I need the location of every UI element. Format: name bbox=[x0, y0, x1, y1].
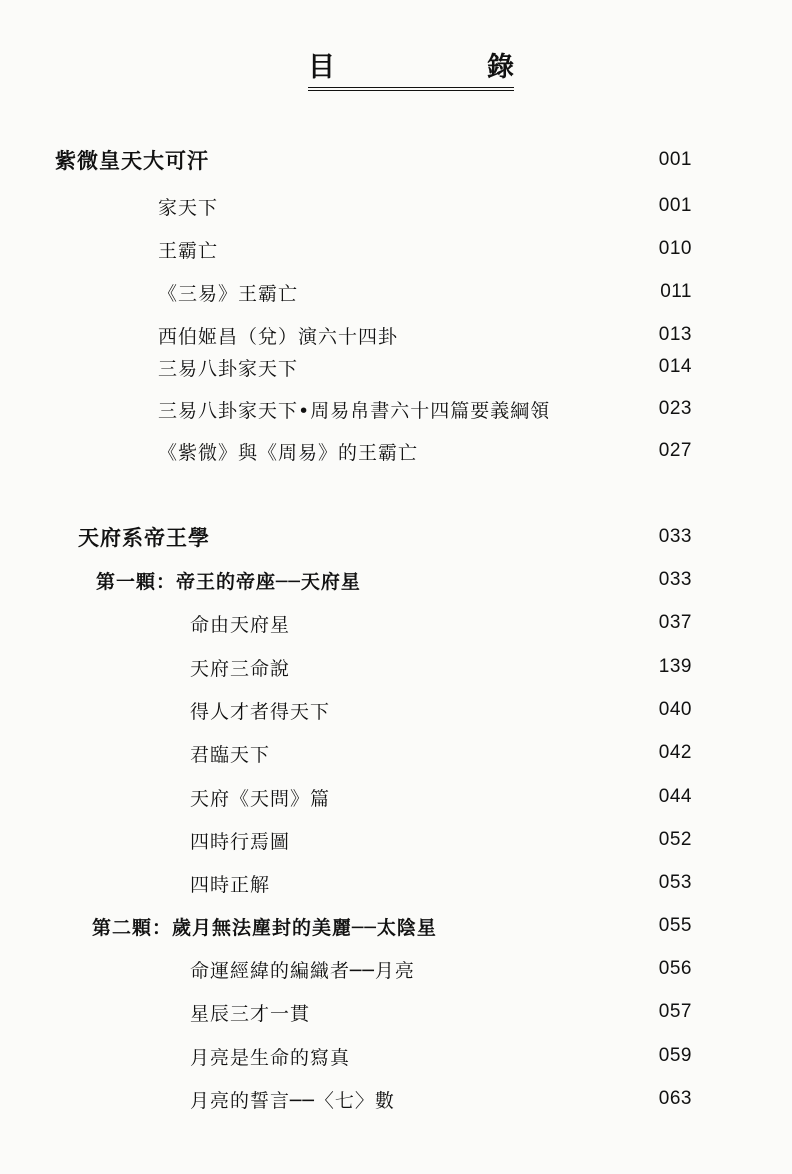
toc-entry-label: 得人才者得天下 bbox=[190, 700, 331, 723]
toc-entry-label: 第一顆：帝王的帝座──天府星 bbox=[96, 570, 361, 593]
toc-entry-page: 027 bbox=[658, 440, 692, 461]
dot-leader bbox=[554, 394, 655, 424]
title-char-left: 目 bbox=[308, 52, 335, 83]
toc-entry-page: 013 bbox=[658, 324, 692, 345]
toc-entry bbox=[92, 911, 692, 941]
toc-entry-label: 星辰三才一貫 bbox=[190, 1002, 311, 1025]
dot-leader bbox=[274, 738, 655, 768]
toc-entry-page: 010 bbox=[658, 238, 692, 259]
toc-entry bbox=[190, 997, 692, 1027]
toc-entry-page: 001 bbox=[658, 195, 692, 216]
toc-entry bbox=[190, 608, 692, 638]
toc-entry-page: 037 bbox=[658, 612, 692, 633]
dot-leader bbox=[302, 352, 655, 382]
dot-leader bbox=[213, 145, 655, 175]
toc-entry-label: 四時正解 bbox=[190, 873, 271, 896]
title-char-right: 錄 bbox=[487, 52, 514, 83]
toc-entry bbox=[78, 522, 692, 552]
dot-leader bbox=[365, 565, 655, 595]
dot-leader bbox=[222, 234, 655, 264]
dot-leader bbox=[334, 782, 655, 812]
toc-entry-page: 033 bbox=[658, 569, 692, 590]
toc-entry-label: 西伯姬昌（兌）演六十四卦 bbox=[158, 325, 399, 348]
toc-entry-page: 042 bbox=[658, 742, 692, 763]
toc-entry bbox=[55, 145, 692, 175]
page-title bbox=[308, 52, 514, 91]
toc-entry bbox=[96, 565, 692, 595]
toc-entry bbox=[190, 1084, 692, 1114]
toc-entry-label: 月亮是生命的寫真 bbox=[190, 1046, 351, 1069]
toc-entry-label: 王霸亡 bbox=[158, 239, 219, 262]
dot-leader bbox=[314, 997, 655, 1027]
toc-entry bbox=[190, 738, 692, 768]
toc-entry-label: 紫微皇天大可汗 bbox=[55, 148, 209, 173]
toc-entry-label: 第二顆：歲月無法塵封的美麗──太陰星 bbox=[92, 916, 437, 939]
toc-entry-page: 056 bbox=[658, 958, 692, 979]
dot-leader bbox=[294, 825, 655, 855]
toc-entry bbox=[190, 695, 692, 725]
toc-entry-label: 命運經緯的編織者──月亮 bbox=[190, 959, 415, 982]
toc-entry-label: 天府《天問》篇 bbox=[190, 787, 331, 810]
toc-entry-page: 040 bbox=[658, 699, 692, 720]
toc-entry-page: 059 bbox=[658, 1045, 692, 1066]
toc-entry bbox=[158, 394, 692, 424]
toc-entry bbox=[190, 782, 692, 812]
toc-entry-page: 057 bbox=[658, 1001, 692, 1022]
toc-entry-page: 014 bbox=[658, 356, 692, 377]
toc-entry-page: 055 bbox=[658, 915, 692, 936]
toc-entry-page: 139 bbox=[658, 656, 692, 677]
dot-leader bbox=[334, 695, 655, 725]
dot-leader bbox=[402, 320, 655, 350]
toc-entry-page: 063 bbox=[658, 1088, 692, 1109]
toc-entry-label: 命由天府星 bbox=[190, 613, 291, 636]
dot-leader bbox=[419, 954, 655, 984]
toc-entry-label: 月亮的誓言──〈七〉數 bbox=[190, 1089, 395, 1112]
dot-leader bbox=[274, 868, 655, 898]
dot-leader bbox=[294, 652, 655, 682]
dot-leader bbox=[302, 277, 656, 307]
toc-entry-label: 天府三命說 bbox=[190, 657, 291, 680]
dot-leader bbox=[294, 608, 655, 638]
toc-entry-label: 家天下 bbox=[158, 196, 219, 219]
toc-entry-label: 三易八卦家天下•周易帛書六十四篇要義綱領 bbox=[158, 399, 551, 422]
toc-entry bbox=[190, 652, 692, 682]
toc-entry-page: 033 bbox=[658, 526, 692, 547]
toc-entry bbox=[158, 234, 692, 264]
toc-entry-page: 023 bbox=[658, 398, 692, 419]
toc-entry-page: 044 bbox=[658, 786, 692, 807]
toc-entry bbox=[190, 954, 692, 984]
toc-entry bbox=[158, 277, 692, 307]
toc-entry bbox=[158, 436, 692, 466]
dot-leader bbox=[441, 911, 655, 941]
toc-entry bbox=[158, 320, 692, 350]
toc-entry bbox=[158, 352, 692, 382]
toc-entry bbox=[190, 1041, 692, 1071]
toc-entry-page: 052 bbox=[658, 829, 692, 850]
toc-entry-label: 三易八卦家天下 bbox=[158, 357, 299, 380]
dot-leader bbox=[422, 436, 655, 466]
toc-entry-label: 四時行焉圖 bbox=[190, 830, 291, 853]
toc-entry-label: 《紫微》與《周易》的王霸亡 bbox=[158, 441, 419, 464]
dot-leader bbox=[354, 1041, 655, 1071]
toc-entry-page: 001 bbox=[658, 149, 692, 170]
dot-leader bbox=[399, 1084, 655, 1114]
toc-entry-label: 君臨天下 bbox=[190, 743, 271, 766]
dot-leader bbox=[222, 191, 655, 221]
dot-leader bbox=[214, 522, 655, 552]
toc-entry-label: 《三易》王霸亡 bbox=[158, 282, 299, 305]
toc-entry-page: 011 bbox=[660, 281, 692, 302]
toc-entry bbox=[190, 868, 692, 898]
toc-entry-label: 天府系帝王學 bbox=[78, 525, 210, 550]
toc-entry-page: 053 bbox=[658, 872, 692, 893]
toc-entry bbox=[158, 191, 692, 221]
toc-entry bbox=[190, 825, 692, 855]
